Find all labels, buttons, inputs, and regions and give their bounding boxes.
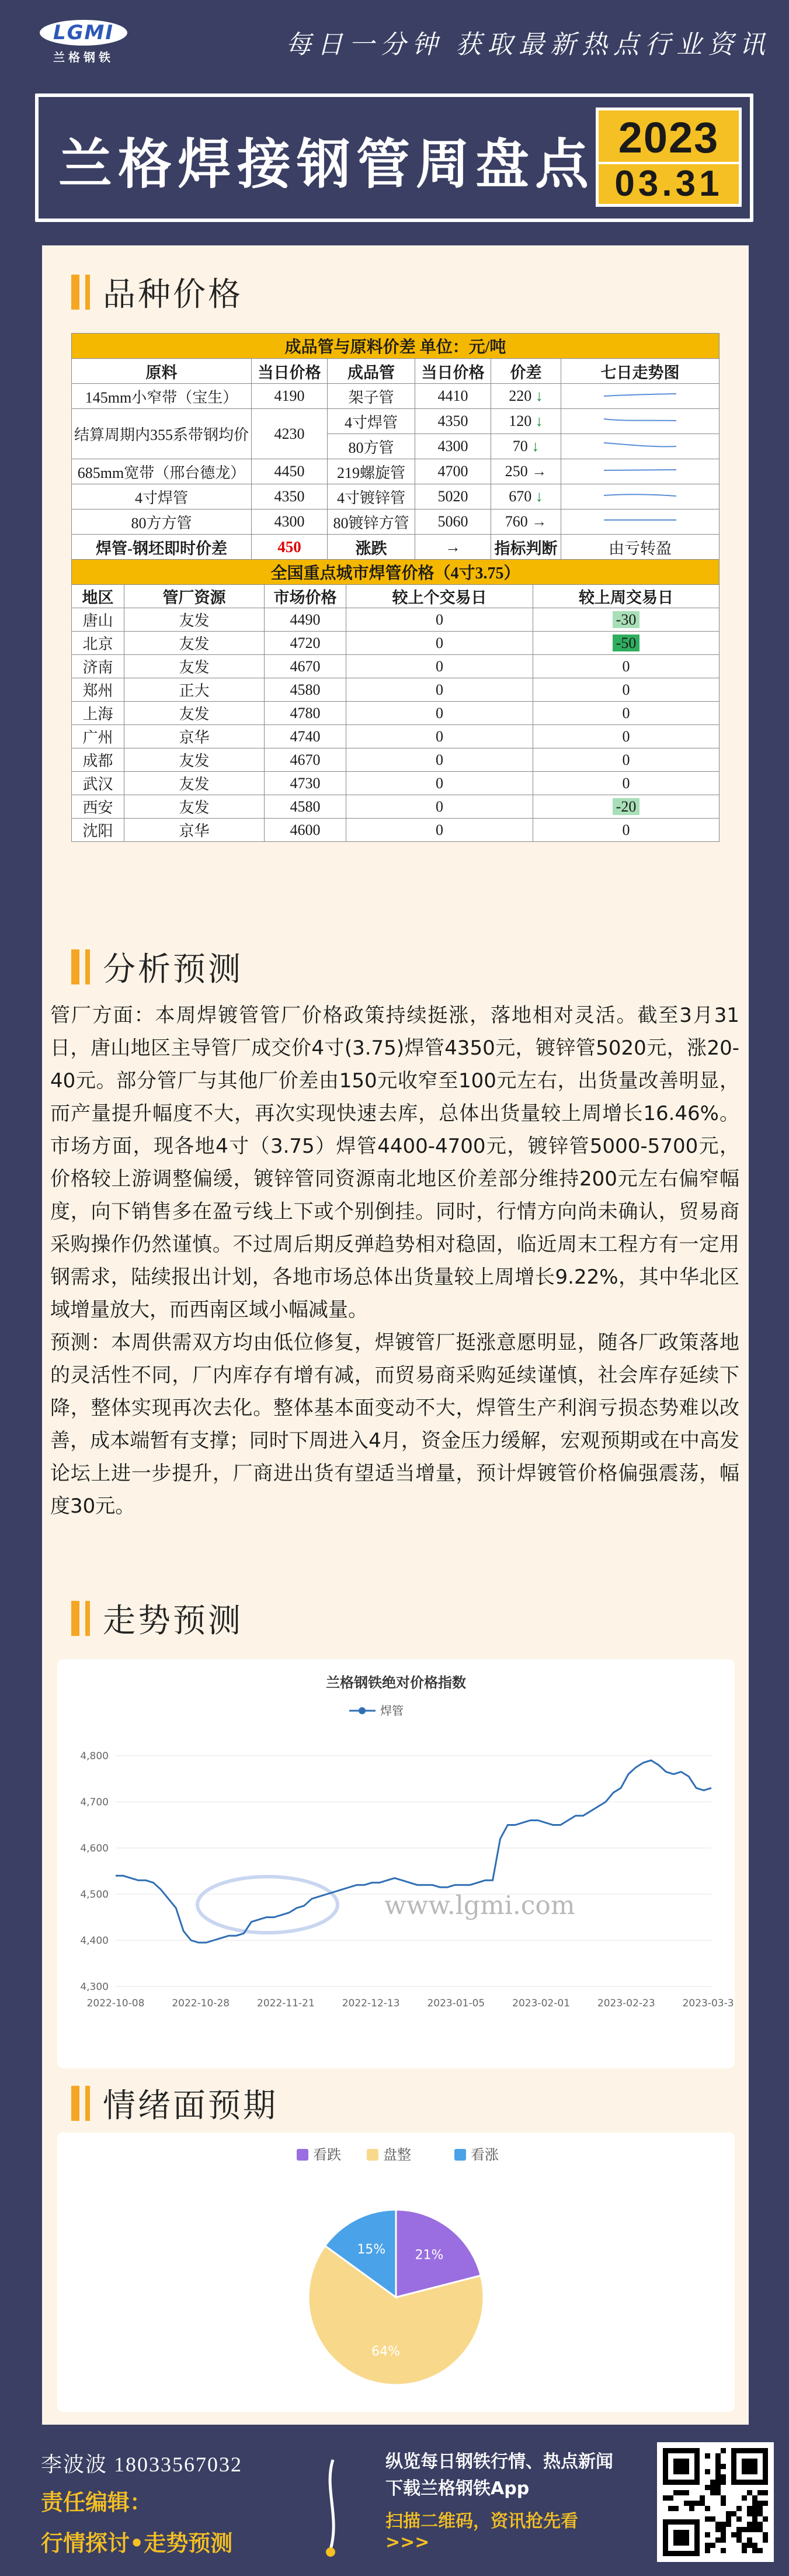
cell: 0 [533,678,720,702]
cell: 4寸镀锌管 [328,484,415,509]
cell: 由亏转盈 [561,535,720,560]
cell: 0 [346,819,533,842]
chart-title: 兰格钢铁绝对价格指数 [326,1674,466,1691]
date-day: 03.31 [614,164,723,204]
table-row [72,678,720,702]
change-value: -30 [613,611,640,628]
sentiment-chart [57,2133,735,2412]
footer [0,2431,789,2576]
cell: 友发 [124,608,265,632]
col-header: 管厂资源 [124,585,265,608]
diff-value: 70 [512,438,528,455]
section-title: 品种价格 [103,277,243,313]
cell: 涨跌 [328,535,415,560]
section-header-analysis [71,944,243,990]
cell: 4490 [265,608,346,632]
x-tick-label: 2022-12-13 [342,1998,400,2009]
diff-value: 760 [505,513,528,530]
legend-label: 看跌 [313,2147,341,2163]
cell: 4230 [252,409,328,459]
cell: 上海 [72,702,124,725]
cell: 4350 [415,409,491,434]
cell: 145mm小窄带（宝生） [72,384,252,409]
table-row [72,409,720,434]
table-row [72,655,720,678]
x-tick-label: 2023-02-01 [512,1998,570,2009]
x-tick-label: 2023-03-31 [682,1998,735,2009]
cell: 0 [346,725,533,748]
logo-cn: 兰格钢铁 [53,51,114,64]
legend-marker [359,1707,366,1714]
watermark-text: www.lgmi.com [384,1891,575,1920]
cell: 4670 [265,748,346,772]
cell [491,509,561,535]
date-year: 2023 [618,113,720,162]
cell: 0 [346,795,533,819]
arrow-down-icon: ↓ [531,438,540,455]
table-row [72,702,720,725]
cell: 0 [346,655,533,678]
divider-ornament-icon [315,2454,350,2559]
cell: 4780 [265,702,346,725]
watermark-logo-icon [197,1877,338,1933]
cell [491,384,561,409]
cell: 685mm宽带（邢台德龙） [72,459,252,484]
cell: 结算周期内355系带钢均价 [72,409,252,459]
y-tick-label: 4,400 [80,1935,109,1947]
y-tick-label: 4,500 [80,1889,109,1901]
cell: 0 [533,725,720,748]
cell: 0 [533,702,720,725]
table-row [72,772,720,795]
cell: 友发 [124,655,265,678]
cell [533,608,720,632]
legend-label: 焊管 [380,1704,404,1718]
promo-line: 下载兰格钢铁App [385,2478,530,2499]
logo: LGMI [40,20,127,46]
trend-chart [57,1659,735,2068]
cell [533,632,720,655]
cell: 4300 [415,434,491,459]
cell: 友发 [124,772,265,795]
table-row [72,608,720,632]
cell [491,434,561,459]
cell: 4580 [265,678,346,702]
diff-value: 220 [509,387,532,404]
cell: 4350 [252,484,328,509]
slogan: 每日一分钟 获取最新热点行业资讯 [286,30,771,59]
section-title: 情绪面预期 [103,2088,278,2124]
cell: 架子管 [328,384,415,409]
price-table-title: 成品管与原料价差 单位：元/吨 [72,334,720,359]
x-tick-label: 2023-01-05 [427,1998,485,2009]
change-value: -50 [613,635,640,651]
legend-label: 盘整 [383,2147,411,2163]
table-row [72,819,720,842]
pie-data-label: 15% [357,2242,386,2258]
cell: 友发 [124,748,265,772]
arrow-right-icon: → [531,513,547,530]
promo-line: 扫描二维码，资讯抢先看 [385,2511,578,2532]
change-value: -20 [613,798,640,815]
contact-info: 李波波 18033567032 [41,2453,243,2476]
cell: 4300 [252,509,328,535]
table-row [72,484,720,509]
cell: 5020 [415,484,491,509]
cell: 4寸焊管 [328,409,415,434]
cell: 0 [533,748,720,772]
y-tick-label: 4,800 [80,1750,109,1762]
x-tick-label: 2023-02-23 [597,1998,655,2009]
x-tick-label: 2022-11-21 [257,1998,315,2009]
table-row [72,384,720,409]
cell: 4730 [265,772,346,795]
section-header-sentiment [71,2080,278,2127]
sparkline [561,384,720,409]
table-row [72,748,720,772]
editor-label: 责任编辑： [41,2490,152,2515]
y-tick-label: 4,300 [80,1981,109,1993]
promo-line: 纵览每日钢铁行情、热点新闻 [385,2452,613,2472]
cell: 友发 [124,702,265,725]
diff-value: 670 [509,488,532,505]
col-header: 原料 [72,359,252,384]
pie-data-label: 64% [371,2344,401,2359]
legend-swatch [367,2149,378,2161]
y-tick-label: 4,600 [80,1843,109,1854]
cell: 郑州 [72,678,124,702]
cell: 4720 [265,632,346,655]
page-title: 兰格焊接钢管周盘点 [58,135,595,195]
cell: 焊管-钢坯即时价差 [72,535,252,560]
cell: 友发 [124,632,265,655]
cell: 0 [346,608,533,632]
cell: 219螺旋管 [328,459,415,484]
forecast-paragraph: 预测：本周供需双方均由低位修复，焊镀管厂挺涨意愿明显，随各厂政策落地的灵活性不同，厂内库存有增有减，而贸易商采购延续谨慎，社会库存延续下降，整体实现再次去化。整体基本面变动不大，焊管生产利润亏损态势难以改善，成本端暂有支撑；同时下周进入4月，资金压力缓解，宏观预期或在中高发论坛上进一步提升，厂商进出货有望适当增量，预计焊镀管价格偏强震荡，幅度30元。 [50,1331,739,1518]
cell: 4670 [265,655,346,678]
cell: 沈阳 [72,819,124,842]
table-row [72,509,720,535]
pie-data-label: 21% [415,2248,444,2263]
cell: 80方管 [328,434,415,459]
cell: 80方方管 [72,509,252,535]
arrow-down-icon: ↓ [535,412,543,429]
cell: 0 [533,819,720,842]
cell: 友发 [124,795,265,819]
table-row [72,535,720,560]
section-header-price [71,269,243,316]
sparkline [561,509,720,535]
arrow-right-icon: → [531,463,547,480]
analysis-paragraph: 管厂方面：本周焊镀管管厂价格政策持续挺涨，落地相对灵活。截至3月31日，唐山地区主导管厂成交价4寸(3.75)焊管4350元，镀锌管5020元，涨20-40元。部分管厂与其他厂价差由150元收窄至100元左右，出货量改善明显，而产量提升幅度不大，再次实现快速去库，总体出货量较上周增长16.46%。市场方面，现各地4寸（3.75）焊管4400-4700元，镀锌管5000-5700元，价格较上游调整偏缓，镀锌管同资源南北地区价差部分维持200元左右偏窄幅度，向下销售多在盈亏线上下或个别倒挂。同时，行情方向尚未确认，贸易商采购操作仍然谨慎。不过周后期反弹趋势相对稳固，临近周末工程方有一定用钢需求，陆续报出计划，各地市场总体出货量较上周增长9.22%，其中华北区域增量放大，而西南区域小幅减量。 [50,1004,739,1322]
cell: 4740 [265,725,346,748]
cell: 京华 [124,819,265,842]
cell: 4450 [252,459,328,484]
section-title: 分析预测 [103,952,243,988]
cell: 4580 [265,795,346,819]
cell: 4410 [415,384,491,409]
cell [491,459,561,484]
table-row [72,725,720,748]
cell: 北京 [72,632,124,655]
cell: 80镀锌方管 [328,509,415,535]
table-row [72,459,720,484]
cell: 成都 [72,748,124,772]
editor-value: 行情探讨•走势预测 [41,2530,233,2556]
x-tick-label: 2022-10-28 [172,1998,230,2009]
col-header: 较上周交易日 [533,585,720,608]
cell: 西安 [72,795,124,819]
cell: 0 [346,772,533,795]
cell: 京华 [124,725,265,748]
col-header: 当日价格 [252,359,328,384]
cell: 0 [346,632,533,655]
cell: 4190 [252,384,328,409]
section-header-trend [71,1595,243,1642]
arrow-down-icon: ↓ [535,488,543,505]
arrow-down-icon: ↓ [535,387,543,404]
table-row [72,795,720,819]
cell: 450 [252,535,328,560]
sparkline [561,409,720,434]
city-table-title: 全国重点城市焊管价格（4寸3.75） [72,560,720,585]
sparkline [561,459,720,484]
cell [533,795,720,819]
sparkline [561,484,720,509]
cell: 0 [533,772,720,795]
cell: 5060 [415,509,491,535]
cell: 0 [346,748,533,772]
table-row [72,632,720,655]
cell: 指标判断 [491,535,561,560]
col-header: 较上个交易日 [346,585,533,608]
diff-value: 250 [505,463,528,480]
col-header: 地区 [72,585,124,608]
price-table [71,333,720,842]
line-chart-svg [57,1659,735,2068]
y-tick-label: 4,700 [80,1797,109,1808]
cell: 0 [346,678,533,702]
arrow-right-icon: → [415,535,491,560]
cell [491,484,561,509]
col-header: 当日价格 [415,359,491,384]
qr-code-icon[interactable] [657,2442,774,2562]
cell: 0 [533,655,720,678]
date-badge [596,108,742,207]
legend-swatch [454,2149,466,2161]
sparkline [561,434,720,459]
col-header: 市场价格 [265,585,346,608]
cell: 济南 [72,655,124,678]
cell: 广州 [72,725,124,748]
cell: 正大 [124,678,265,702]
cell: 4寸焊管 [72,484,252,509]
legend-swatch [297,2149,308,2161]
col-header: 价差 [491,359,561,384]
city-table [71,584,720,842]
legend-label: 看涨 [471,2147,499,2163]
pie-chart-svg [57,2133,735,2412]
cell: 武汉 [72,772,124,795]
diff-value: 120 [509,412,532,429]
x-tick-label: 2022-10-08 [86,1998,145,2009]
promo-arrows: >>> [385,2532,430,2553]
section-title: 走势预测 [103,1603,243,1639]
cell [491,409,561,434]
analysis-text [50,999,739,1523]
content-panel [42,245,749,2425]
cell: 4700 [415,459,491,484]
col-header: 成品管 [328,359,415,384]
cell: 0 [346,702,533,725]
cell: 唐山 [72,608,124,632]
col-header: 七日走势图 [561,359,720,384]
cell: 4600 [265,819,346,842]
